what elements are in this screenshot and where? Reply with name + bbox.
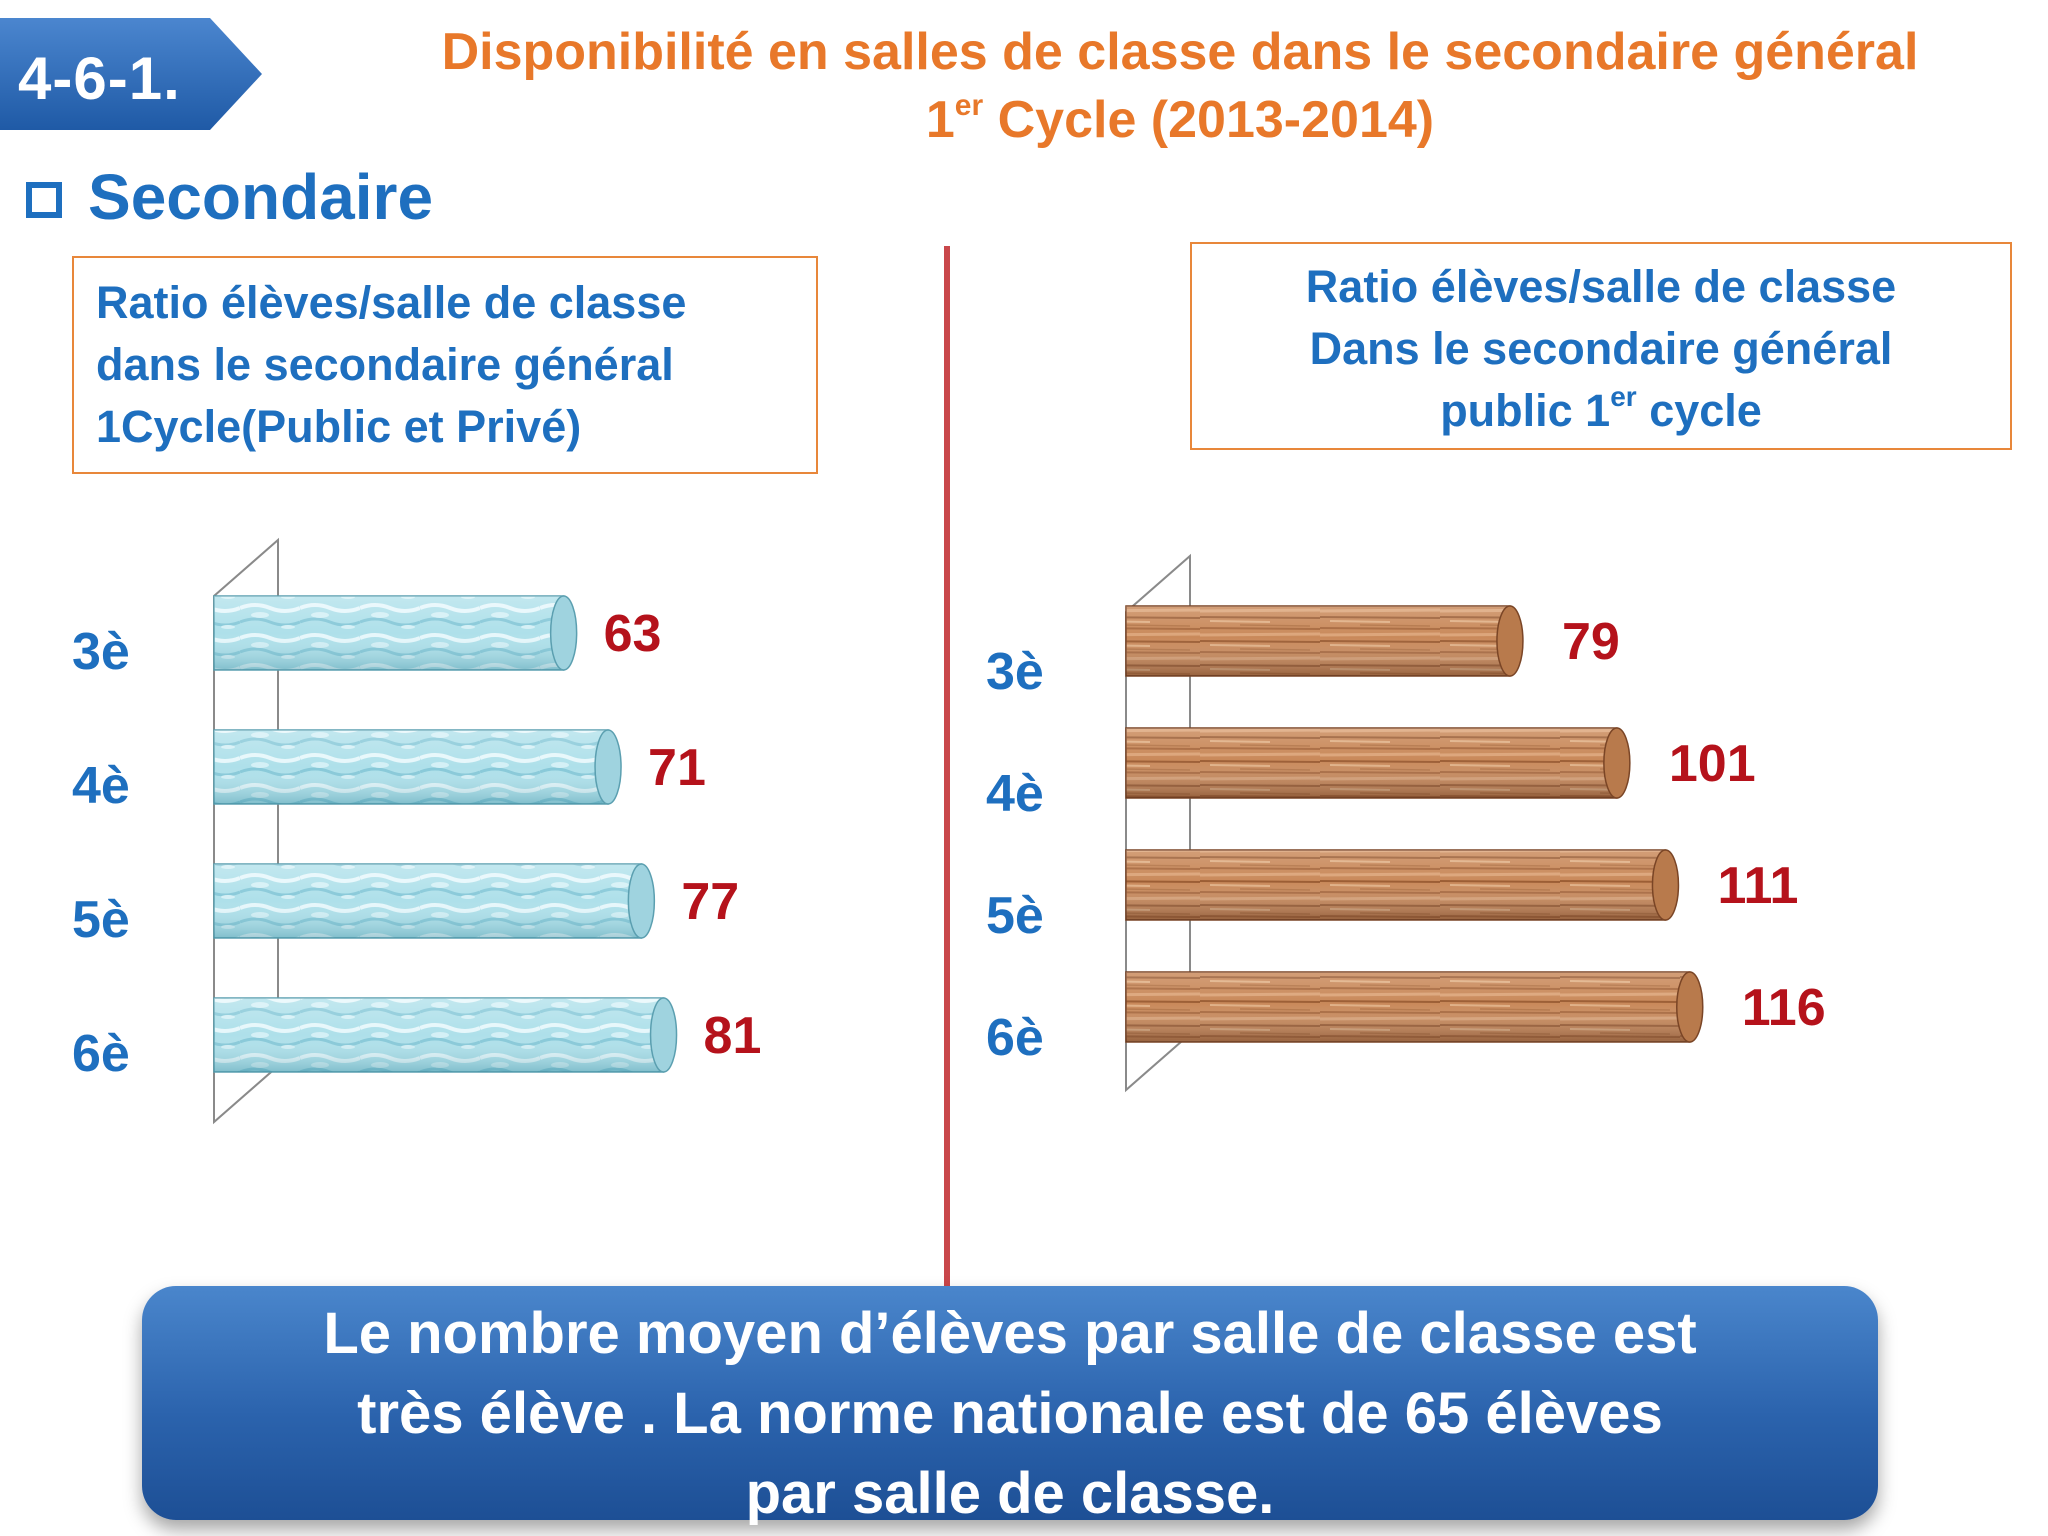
badge-label: 4-6-1. [18,45,181,112]
right-bar-cap-4 [1677,972,1703,1042]
left-bar-shade-1 [214,596,564,670]
right-bar-shade-4 [1126,972,1690,1042]
right-legend-line-3-suffix: cycle [1636,385,1762,436]
right-legend-line-3-sup: er [1610,381,1637,412]
callout-line-3: par salle de classe. [745,1461,1275,1526]
right-category-label-1: 3è [986,643,1044,701]
left-value-label-3: 77 [681,873,740,931]
left-bar-shade-3 [214,864,641,938]
left-category-label-4: 6è [72,1025,130,1083]
right-value-label-3: 111 [1717,857,1799,915]
right-bar-shade-1 [1126,606,1510,676]
right-legend-line-3-prefix: public 1 [1440,385,1611,436]
right-bar-cap-2 [1604,728,1630,798]
left-bar-cap-2 [595,730,621,804]
callout-line-2: très élève . La norme nationale est de 65 élèves [357,1381,1663,1446]
right-bar-cap-3 [1652,850,1678,920]
right-legend-line-2: Dans le secondaire général [1309,323,1893,374]
title-line-2-prefix: 1 [925,91,955,149]
left-bar-cap-1 [551,596,577,670]
right-category-label-2: 4è [986,765,1044,823]
right-category-label-3: 5è [986,887,1044,945]
left-bar-chart [72,540,761,1122]
left-legend-line-3: 1Cycle(Public et Privé) [96,401,582,452]
conclusion-callout [142,1286,1878,1526]
left-category-label-2: 4è [72,757,130,815]
right-bar-shade-2 [1126,728,1617,798]
left-value-label-1: 63 [603,605,662,663]
callout-line-1: Le nombre moyen d’élèves par salle de classe est [323,1301,1697,1366]
right-value-label-2: 101 [1668,735,1756,793]
right-category-label-4: 6è [986,1009,1044,1067]
left-category-label-1: 3è [72,623,130,681]
right-value-label-1: 79 [1561,613,1620,671]
right-bar-chart [986,556,1826,1090]
section-label: Secondaire [88,161,434,233]
right-value-label-4: 116 [1741,979,1826,1037]
right-legend-line-1: Ratio élèves/salle de classe [1305,261,1897,312]
title-line-2-sup: er [954,89,984,122]
left-legend-line-2: dans le secondaire général [96,339,674,390]
left-bar-shade-2 [214,730,608,804]
right-bar-shade-3 [1126,850,1665,920]
title-line-1: Disponibilité en salles de classe dans le secondaire général [441,23,1919,81]
left-category-label-3: 5è [72,891,130,949]
left-bar-cap-3 [628,864,654,938]
left-value-label-4: 81 [703,1007,762,1065]
left-bar-cap-4 [651,998,677,1072]
left-bar-shade-4 [214,998,664,1072]
left-value-label-2: 71 [648,739,706,797]
title-line-2-suffix: Cycle (2013-2014) [983,91,1435,149]
left-legend-line-1: Ratio élèves/salle de classe [96,277,687,328]
right-bar-cap-1 [1497,606,1523,676]
